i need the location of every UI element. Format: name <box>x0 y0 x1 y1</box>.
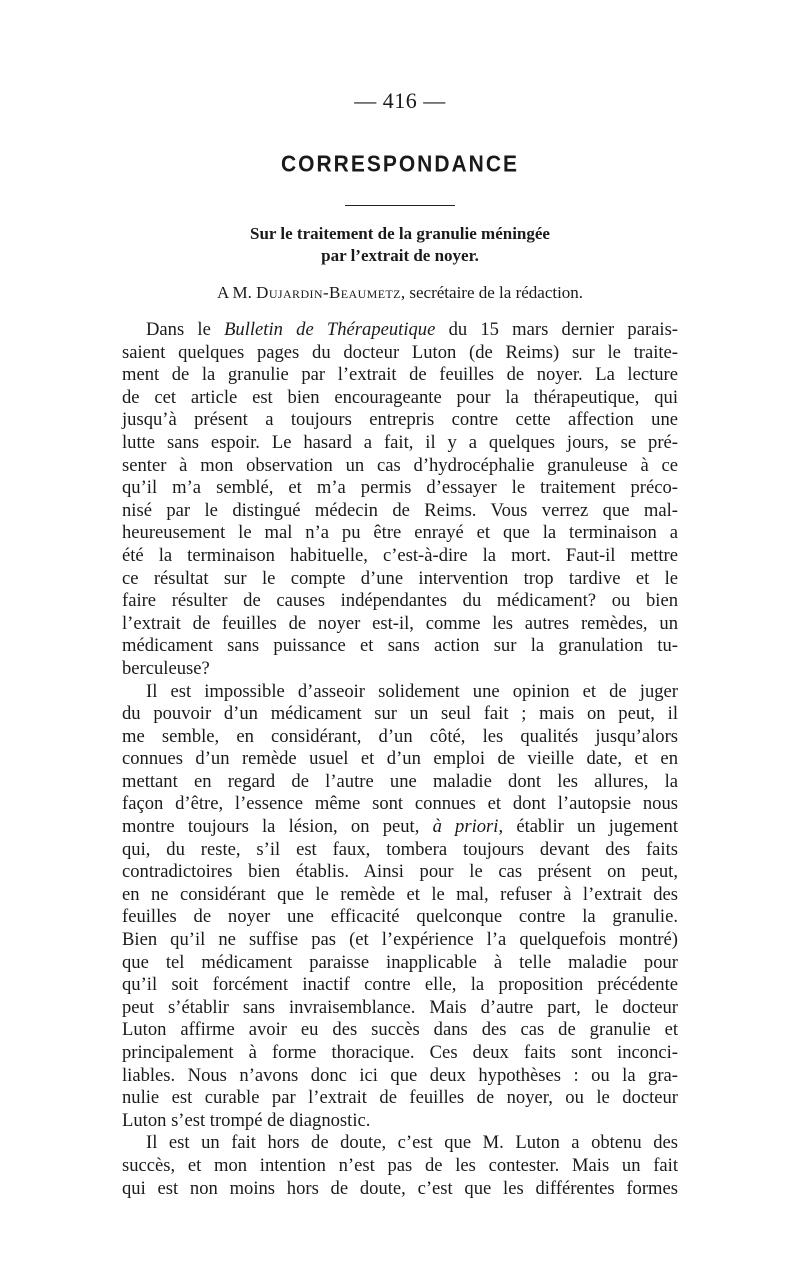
title-rule <box>345 205 455 206</box>
letter-body <box>122 319 678 1200</box>
text-line: médicament sans puissance et sans action sur la granulation tu- <box>122 635 678 657</box>
text-line: mettant en regard de l’autre une maladie dont les allures, la <box>122 770 678 792</box>
text-line: l’extrait de feuilles de noyer est-il, comme les autres remèdes, un <box>122 612 678 634</box>
text-line: feuilles de noyer une efficacité quelconque contre la granulie. <box>122 906 678 928</box>
text-run: montre toujours la lésion, on peut, <box>122 816 433 838</box>
text-line <box>122 319 678 342</box>
text-line: liables. Nous n’avons donc ici que deux hypothèses : ou la gra- <box>122 1064 678 1086</box>
text-line: de cet article est bien encourageante pour la thérapeutique, qui <box>122 386 678 408</box>
text-line: succès, et mon intention n’est pas de les contester. Mais un fait <box>122 1154 678 1176</box>
text-line: peut s’établir sans invraisemblance. Mais d’autre part, le docteur <box>122 996 678 1018</box>
italic-phrase: à priori <box>432 816 499 838</box>
text-run: Dans le <box>146 319 225 340</box>
article-subtitle <box>150 223 650 267</box>
text-line: contradictoires bien établis. Ainsi pour le cas présent on peut, <box>122 861 678 883</box>
text-line: principalement à forme thoracique. Ces deux faits sont inconci- <box>122 1042 678 1063</box>
text-line: Il est impossible d’asseoir solidement une opinion et de juger <box>146 680 678 702</box>
addressee-prefix: A M. <box>216 283 257 302</box>
text-line: nisé par le distingué médecin de Reims. Vous verrez que mal- <box>122 499 678 521</box>
text-line: nulie est curable par l’extrait de feuilles de noyer, ou le docteur <box>122 1087 678 1109</box>
text-line: qu’il m’a semblé, et m’a permis d’essayer le traitement préco- <box>122 477 678 499</box>
text-line: ment de la granulie par l’extrait de feuilles de noyer. La lecture <box>122 364 678 386</box>
text-line: me semble, en considérant, d’un côté, les qualités jusqu’alors <box>122 725 678 747</box>
text-line: connues d’un remède usuel et d’un emploi de vieille date, et en <box>122 748 678 770</box>
addressee-name: Dujardin-Beaumetz <box>256 283 401 302</box>
text-line: en ne considérant que le remède et le mal, refuser à l’extrait des <box>122 883 678 905</box>
text-line: lutte sans espoir. Le hasard a fait, il y a quelques jours, se pré- <box>122 431 678 453</box>
text-line: qui est non moins hors de doute, c’est que les différentes formes <box>122 1177 678 1199</box>
subtitle-line: par l’extrait de noyer. <box>321 246 479 265</box>
text-line: jusqu’à présent a toujours entrepris contre cette affection une <box>122 409 678 431</box>
addressee-suffix: , secrétaire de la rédaction. <box>400 283 584 302</box>
text-line: saient quelques pages du docteur Luton (de Reims) sur le traite- <box>122 341 678 363</box>
text-line <box>122 816 678 839</box>
text-line: qui, du reste, s’il est faux, tombera toujours devant des faits <box>122 838 678 860</box>
page-number: — 416 — <box>354 88 446 113</box>
text-line: berculeuse? <box>122 657 210 679</box>
text-line: faire résulter de causes indépendantes du médicament? ou bien <box>122 590 678 612</box>
addressee-line <box>0 283 800 303</box>
italic-title: Bulletin de Thérapeutique <box>224 319 436 340</box>
text-line: Il est un fait hors de doute, c’est que M. Luton a obtenu des <box>146 1132 678 1154</box>
text-line: été la terminaison habituelle, c’est-à-dire la mort. Faut-il mettre <box>122 544 678 566</box>
text-line: heureusement le mal n’a pu être enrayé et que la terminaison a <box>122 522 678 544</box>
text-line: Luton s’est trompé de diagnostic. <box>122 1109 371 1131</box>
text-line: qu’il soit forcément inactif contre elle, la proposition précédente <box>122 974 678 996</box>
text-line: senter à mon observation un cas d’hydrocéphalie granuleuse à ce <box>122 454 678 476</box>
text-line: que tel médicament paraisse inapplicable à telle maladie pour <box>122 951 678 973</box>
text-line: Bien qu’il ne suffise pas (et l’expérience l’a quelquefois montré) <box>122 929 678 951</box>
text-line: Luton affirme avoir eu des succès dans des cas de granulie et <box>122 1019 678 1041</box>
text-line: façon d’être, l’essence même sont connues et dont l’autopsie nous <box>122 793 678 815</box>
subtitle-line: Sur le traitement de la granulie méningée <box>250 224 550 243</box>
text-line: ce résultat sur le compte d’une intervention trop tardive et le <box>122 567 678 589</box>
text-run: , établir un jugement <box>498 816 678 838</box>
section-title: CORRESPONDANCE <box>280 151 520 178</box>
text-run: du 15 mars dernier parais- <box>435 319 678 340</box>
text-line: du pouvoir d’un médicament sur un seul fait ; mais on peut, il <box>122 703 678 725</box>
